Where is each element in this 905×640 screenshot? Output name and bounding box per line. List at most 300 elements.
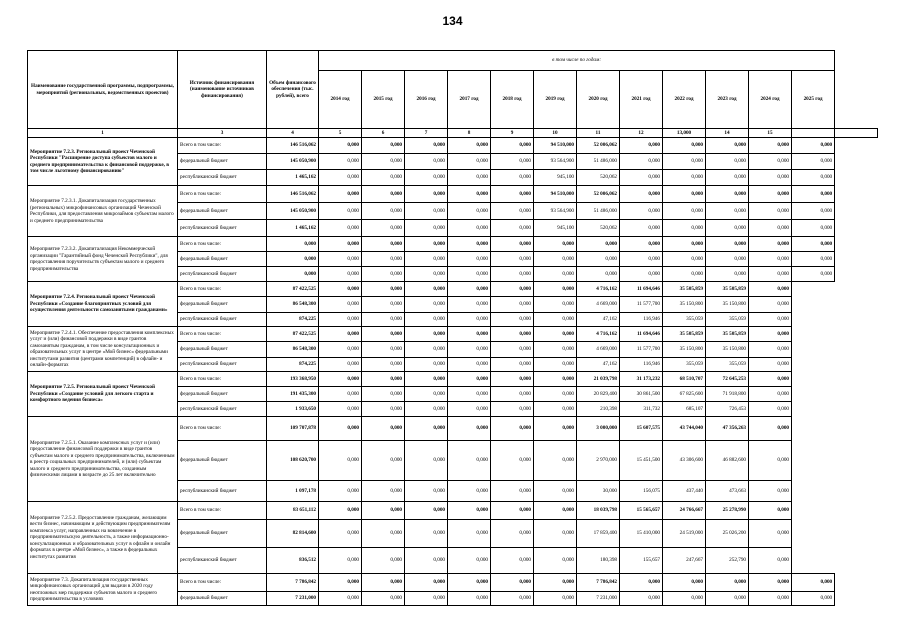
year-value: 0,000 [319,138,362,154]
year-value: 15 607,575 [620,417,663,441]
year-value: 3 000,000 [577,417,620,441]
year-value: 0,000 [749,342,792,358]
year-value: 0,000 [491,220,534,237]
column-index: 13,000 [663,129,706,138]
year-value: 67 825,600 [663,387,706,402]
year-value: 7 231,000 [577,592,620,606]
year-value: 0,000 [792,138,835,154]
year-value: 0,000 [534,342,577,358]
year-value: 0,000 [448,220,491,237]
year-value: 47 356,263 [706,417,749,441]
year-value: 0,000 [706,154,749,170]
total-value: 1 465,162 [267,170,319,186]
year-value: 17 859,400 [577,520,620,548]
year-value: 0,000 [448,417,491,441]
year-value: 0,000 [362,313,405,327]
year-value: 43 306,600 [663,441,706,481]
total-value: 145 050,900 [267,203,319,220]
year-value: 0,000 [620,220,663,237]
year-value: 0,000 [362,282,405,297]
year-value: 0,000 [620,186,663,203]
header-year: 2024 год [749,71,792,129]
column-index: 3 [178,129,267,138]
year-value: 0,000 [749,313,792,327]
year-value: 11 694,646 [620,282,663,297]
year-value: 0,000 [534,267,577,282]
funding-source: республиканский бюджет [178,313,267,327]
year-value: 0,000 [749,417,792,441]
column-index: 7 [405,129,448,138]
year-value: 0,000 [405,592,448,606]
year-value: 0,000 [448,402,491,417]
year-value: 0,000 [792,237,835,252]
funding-source: республиканский бюджет [178,220,267,237]
year-value: 93 564,900 [534,203,577,220]
header-year: 2022 год [663,71,706,129]
year-value: 0,000 [663,170,706,186]
year-value: 25 026,200 [706,520,749,548]
table-row [28,282,878,297]
total-value: 1 933,650 [267,402,319,417]
year-value: 11 577,700 [620,297,663,313]
header-name: Наименование государственной программы, подпрограммы, мероприятий (региональных, ведомственных проектов) [28,51,178,129]
year-value: 155,657 [620,548,663,574]
funding-source: федеральный бюджет [178,252,267,267]
year-value: 0,000 [405,387,448,402]
funding-source: Всего в том числе: [178,327,267,342]
total-value: 0,000 [267,237,319,252]
year-value: 0,000 [491,267,534,282]
year-value: 0,000 [663,203,706,220]
year-value: 0,000 [491,203,534,220]
year-value: 0,000 [749,441,792,481]
total-value: 191 435,300 [267,387,319,402]
header-year: 2021 год [620,71,663,129]
year-value: 35 505,859 [663,282,706,297]
year-value: 0,000 [749,154,792,170]
year-value: 4 669,000 [577,342,620,358]
year-value: 0,000 [706,203,749,220]
year-value: 0,000 [405,282,448,297]
total-value: 86 548,300 [267,342,319,358]
year-value: 0,000 [749,574,792,592]
header-year: 2019 год [534,71,577,129]
year-value: 0,000 [491,313,534,327]
year-value: 0,000 [448,342,491,358]
year-value: 0,000 [319,402,362,417]
year-value: 0,000 [706,220,749,237]
year-value: 0,000 [534,441,577,481]
funding-source: Всего в том числе: [178,417,267,441]
year-value: 0,000 [405,313,448,327]
year-value: 0,000 [792,592,835,606]
year-value: 0,000 [792,574,835,592]
year-value: 0,000 [319,313,362,327]
year-value: 0,000 [749,520,792,548]
measure-name: Мероприятие 7.3. Докапитализация государственных микрофинансовых организаций для выдачи в 2020 году неотложных мер поддержки субъектов малого и среднего предпринимательства в условиях [28,574,178,606]
year-value: 0,000 [491,387,534,402]
year-value: 0,000 [663,574,706,592]
year-value: 0,000 [362,417,405,441]
year-value: 0,000 [577,252,620,267]
year-value: 0,000 [319,548,362,574]
page-number: 134 [442,14,463,28]
year-value: 31 173,232 [620,372,663,387]
year-value: 0,000 [792,267,835,282]
year-value: 0,000 [319,327,362,342]
column-index: 9 [491,129,534,138]
year-value: 0,000 [491,138,534,154]
header-source: Источник финансирования (наименование источников финансирования) [178,51,267,129]
year-value: 47,162 [577,358,620,372]
year-value: 0,000 [448,502,491,520]
year-value: 0,000 [405,327,448,342]
total-value: 146 516,062 [267,138,319,154]
column-index [835,129,878,138]
year-value: 0,000 [491,441,534,481]
year-value: 0,000 [319,441,362,481]
year-value: 0,000 [749,252,792,267]
year-value: 35 150,800 [663,297,706,313]
year-value: 0,000 [362,387,405,402]
year-value: 52 006,062 [577,186,620,203]
year-value: 0,000 [362,574,405,592]
column-index: 10 [534,129,577,138]
funding-source: республиканский бюджет [178,481,267,502]
year-value: 4 716,162 [577,327,620,342]
table-row [28,372,878,387]
year-value: 0,000 [534,502,577,520]
year-value: 0,000 [534,402,577,417]
column-index: 11 [577,129,620,138]
year-value: 0,000 [749,387,792,402]
year-value: 0,000 [319,574,362,592]
funding-source: федеральный бюджет [178,342,267,358]
year-value: 11 694,646 [620,327,663,342]
year-value: 0,000 [448,441,491,481]
column-index: 14 [706,129,749,138]
year-value: 7 786,842 [577,574,620,592]
funding-source: Всего в том числе: [178,237,267,252]
column-index [792,129,835,138]
header-year: 2018 год [491,71,534,129]
year-value: 0,000 [620,138,663,154]
year-value: 0,000 [448,327,491,342]
year-value: 0,000 [319,358,362,372]
total-value: 0,000 [267,252,319,267]
year-value: 0,000 [663,138,706,154]
year-value: 0,000 [448,592,491,606]
funding-source: федеральный бюджет [178,297,267,313]
year-value: 0,000 [319,592,362,606]
year-value: 0,000 [534,327,577,342]
funding-source: Всего в том числе: [178,574,267,592]
year-value: 945,100 [534,170,577,186]
year-value: 0,000 [319,237,362,252]
year-value: 24 766,667 [663,502,706,520]
year-value: 0,000 [706,138,749,154]
year-value: 0,000 [663,592,706,606]
measure-name: Мероприятие 7.2.4. Региональный проект Чеченской Республики «Создание благоприятных условий для осуществления деятельности самозанятыми гражданами» [28,282,178,327]
year-value: 0,000 [491,297,534,313]
header-year: 2015 год [362,71,405,129]
year-value: 0,000 [448,282,491,297]
year-value: 473,663 [706,481,749,502]
year-value: 116,946 [620,313,663,327]
year-value: 30 861,500 [620,387,663,402]
header-year: 2025 год [792,71,835,129]
year-value: 0,000 [405,267,448,282]
total-value: 86 548,300 [267,297,319,313]
table-row [28,502,878,520]
table-row [28,574,878,592]
year-value: 0,000 [448,203,491,220]
year-value: 0,000 [663,154,706,170]
year-value: 726,453 [706,402,749,417]
year-value: 0,000 [362,203,405,220]
funding-source: федеральный бюджет [178,387,267,402]
year-value: 0,000 [491,154,534,170]
year-value: 0,000 [362,481,405,502]
year-value: 0,000 [405,154,448,170]
year-value: 0,000 [620,574,663,592]
year-value: 24 519,000 [663,520,706,548]
year-value: 0,000 [491,481,534,502]
year-value: 0,000 [491,574,534,592]
year-value: 0,000 [534,282,577,297]
year-value: 0,000 [405,402,448,417]
year-value: 0,000 [534,417,577,441]
year-value: 18 039,798 [577,502,620,520]
year-value: 35 150,800 [706,297,749,313]
header-total: Объем финансового обеспечения (тыс. рублей), всего [267,51,319,129]
year-value: 35 150,800 [663,342,706,358]
year-value: 0,000 [448,267,491,282]
year-value: 15 451,500 [620,441,663,481]
total-value: 108 620,700 [267,441,319,481]
year-value: 0,000 [792,252,835,267]
year-value: 0,000 [362,502,405,520]
total-value: 874,225 [267,313,319,327]
year-value: 0,000 [749,358,792,372]
total-value: 87 422,525 [267,282,319,297]
measure-name: Мероприятие 7.2.3.1. Докапитализация государственных (региональных) микрофинансовых организаций Чеченской Республики, для предоставления микрозаймов субъектам малого и среднего предпринимательства [28,186,178,237]
year-value: 0,000 [491,186,534,203]
year-value: 0,000 [706,574,749,592]
year-value: 93 564,900 [534,154,577,170]
table-row [28,237,878,252]
year-value: 0,000 [362,186,405,203]
year-value: 46 882,600 [706,441,749,481]
year-value: 0,000 [362,297,405,313]
year-value: 0,000 [405,548,448,574]
year-value: 0,000 [405,138,448,154]
year-value: 0,000 [620,154,663,170]
year-value: 0,000 [491,402,534,417]
total-value: 109 707,878 [267,417,319,441]
year-value: 0,000 [405,342,448,358]
year-value: 311,732 [620,402,663,417]
year-value: 30,000 [577,481,620,502]
year-value: 71 918,800 [706,387,749,402]
funding-source: Всего в том числе: [178,282,267,297]
year-value: 0,000 [448,481,491,502]
measure-name: Мероприятие 7.2.3. Региональный проект Чеченской Республики "Расширение доступа субъектов малого и среднего предпринимательства к финансовой поддержке, в том числе льготному финансированию" [28,138,178,186]
year-value: 0,000 [362,237,405,252]
table-row [28,327,878,342]
funding-source: федеральный бюджет [178,154,267,170]
year-value: 0,000 [448,237,491,252]
year-value: 0,000 [362,154,405,170]
year-value: 0,000 [491,327,534,342]
budget-table [27,50,878,606]
year-value: 0,000 [491,170,534,186]
funding-source: Всего в том числе: [178,138,267,154]
year-value: 0,000 [749,186,792,203]
total-value: 7 786,842 [267,574,319,592]
year-value: 68 510,707 [663,372,706,387]
header-year: 2016 год [405,71,448,129]
funding-source: Всего в том числе: [178,372,267,387]
header-year: 2020 год [577,71,620,129]
year-value: 4 669,000 [577,297,620,313]
year-value: 0,000 [405,441,448,481]
year-value: 0,000 [448,574,491,592]
year-value: 0,000 [405,481,448,502]
table-row [28,186,878,203]
year-value: 0,000 [405,520,448,548]
column-index: 5 [319,129,362,138]
year-value: 0,000 [448,170,491,186]
year-value: 0,000 [362,138,405,154]
year-value: 180,398 [577,548,620,574]
year-value: 0,000 [749,372,792,387]
year-value: 0,000 [792,186,835,203]
year-value: 0,000 [405,203,448,220]
year-value: 0,000 [620,170,663,186]
year-value: 11 577,700 [620,342,663,358]
funding-source: Всего в том числе: [178,502,267,520]
year-value: 0,000 [749,548,792,574]
year-value: 0,000 [319,502,362,520]
year-value: 21 039,798 [577,372,620,387]
year-value: 156,075 [620,481,663,502]
year-value: 0,000 [749,267,792,282]
year-value: 0,000 [749,402,792,417]
year-value: 0,000 [405,417,448,441]
year-value: 355,059 [663,358,706,372]
total-value: 0,000 [267,267,319,282]
year-value: 2 970,000 [577,441,620,481]
year-value: 0,000 [792,220,835,237]
year-value: 0,000 [448,154,491,170]
year-value: 0,000 [405,170,448,186]
year-value: 0,000 [491,237,534,252]
year-value: 0,000 [620,267,663,282]
year-value: 4 716,162 [577,282,620,297]
measure-name: Мероприятие 7.2.5. Региональный проект Чеченской Республики «Создание условий для легкого старта и комфортного ведения бизнеса» [28,372,178,417]
year-value: 0,000 [534,297,577,313]
year-value: 0,000 [362,520,405,548]
year-value: 0,000 [534,481,577,502]
year-value: 0,000 [405,372,448,387]
year-value: 0,000 [749,502,792,520]
year-value: 0,000 [620,203,663,220]
year-value: 0,000 [362,441,405,481]
year-value: 0,000 [706,237,749,252]
year-value: 0,000 [448,186,491,203]
measure-name: Мероприятие 7.2.3.2. Докапитализация Некоммерческой организации "Гарантийный фонд Чеченской Республики", для предоставления поручительств субъектам малого и среднего предпринимательства [28,237,178,282]
year-value: 0,000 [663,267,706,282]
year-value: 0,000 [534,313,577,327]
year-value: 0,000 [405,574,448,592]
funding-source: республиканский бюджет [178,267,267,282]
year-value: 0,000 [319,252,362,267]
year-value: 520,062 [577,170,620,186]
funding-source: федеральный бюджет [178,203,267,220]
total-value: 7 231,000 [267,592,319,606]
year-value: 0,000 [620,252,663,267]
year-value: 210,398 [577,402,620,417]
measure-name: Мероприятие 7.2.5.1. Оказание комплексных услуг и (или) предоставление финансовой поддержки в виде грантов субъектам малого и среднего предпринимательства, включенным в реестр социальных предпринимателей, и (или) субъектам малого и среднего предпринимательства, созданным физическими лицами в возрасте до 25 лет включительно [28,417,178,502]
year-value: 0,000 [663,186,706,203]
year-value: 0,000 [405,502,448,520]
year-value: 0,000 [319,267,362,282]
total-value: 87 422,525 [267,327,319,342]
year-value: 685,107 [663,402,706,417]
year-value: 0,000 [749,481,792,502]
year-value: 0,000 [405,186,448,203]
year-value: 116,946 [620,358,663,372]
year-value: 0,000 [534,252,577,267]
year-value: 0,000 [405,252,448,267]
funding-source: федеральный бюджет [178,520,267,548]
year-value: 52 006,062 [577,138,620,154]
year-value: 0,000 [362,372,405,387]
year-value: 72 645,253 [706,372,749,387]
year-value: 0,000 [448,372,491,387]
column-index: 8 [448,129,491,138]
year-value: 35 150,800 [706,342,749,358]
year-value: 0,000 [534,387,577,402]
funding-source: Всего в том числе: [178,186,267,203]
year-value: 0,000 [405,220,448,237]
year-value: 35 505,859 [663,327,706,342]
year-value: 0,000 [362,358,405,372]
year-value: 0,000 [749,297,792,313]
funding-source: республиканский бюджет [178,170,267,186]
year-value: 355,059 [663,313,706,327]
year-value: 0,000 [749,220,792,237]
total-value: 1 097,178 [267,481,319,502]
year-value: 0,000 [534,548,577,574]
year-value: 437,440 [663,481,706,502]
year-value: 0,000 [792,203,835,220]
year-value: 0,000 [362,342,405,358]
year-value: 0,000 [448,252,491,267]
year-value: 0,000 [362,252,405,267]
year-value: 0,000 [749,592,792,606]
year-value: 0,000 [663,252,706,267]
year-value: 0,000 [319,282,362,297]
measure-name: Мероприятие 7.2.4.1. Обеспечение предоставления комплексных услуг и (или) финансовой поддержки в виде грантов самозанятым гражданам, в том числе консультационных и образовательных услуг в центре «Мой бизнес» федеральными институтами развития (центрами компетенций) в офлайн- и онлайн-форматах [28,327,178,372]
year-value: 0,000 [448,387,491,402]
year-value: 0,000 [448,358,491,372]
year-value: 15 565,657 [620,502,663,520]
year-value: 0,000 [448,520,491,548]
year-value: 0,000 [319,372,362,387]
year-value: 0,000 [405,358,448,372]
